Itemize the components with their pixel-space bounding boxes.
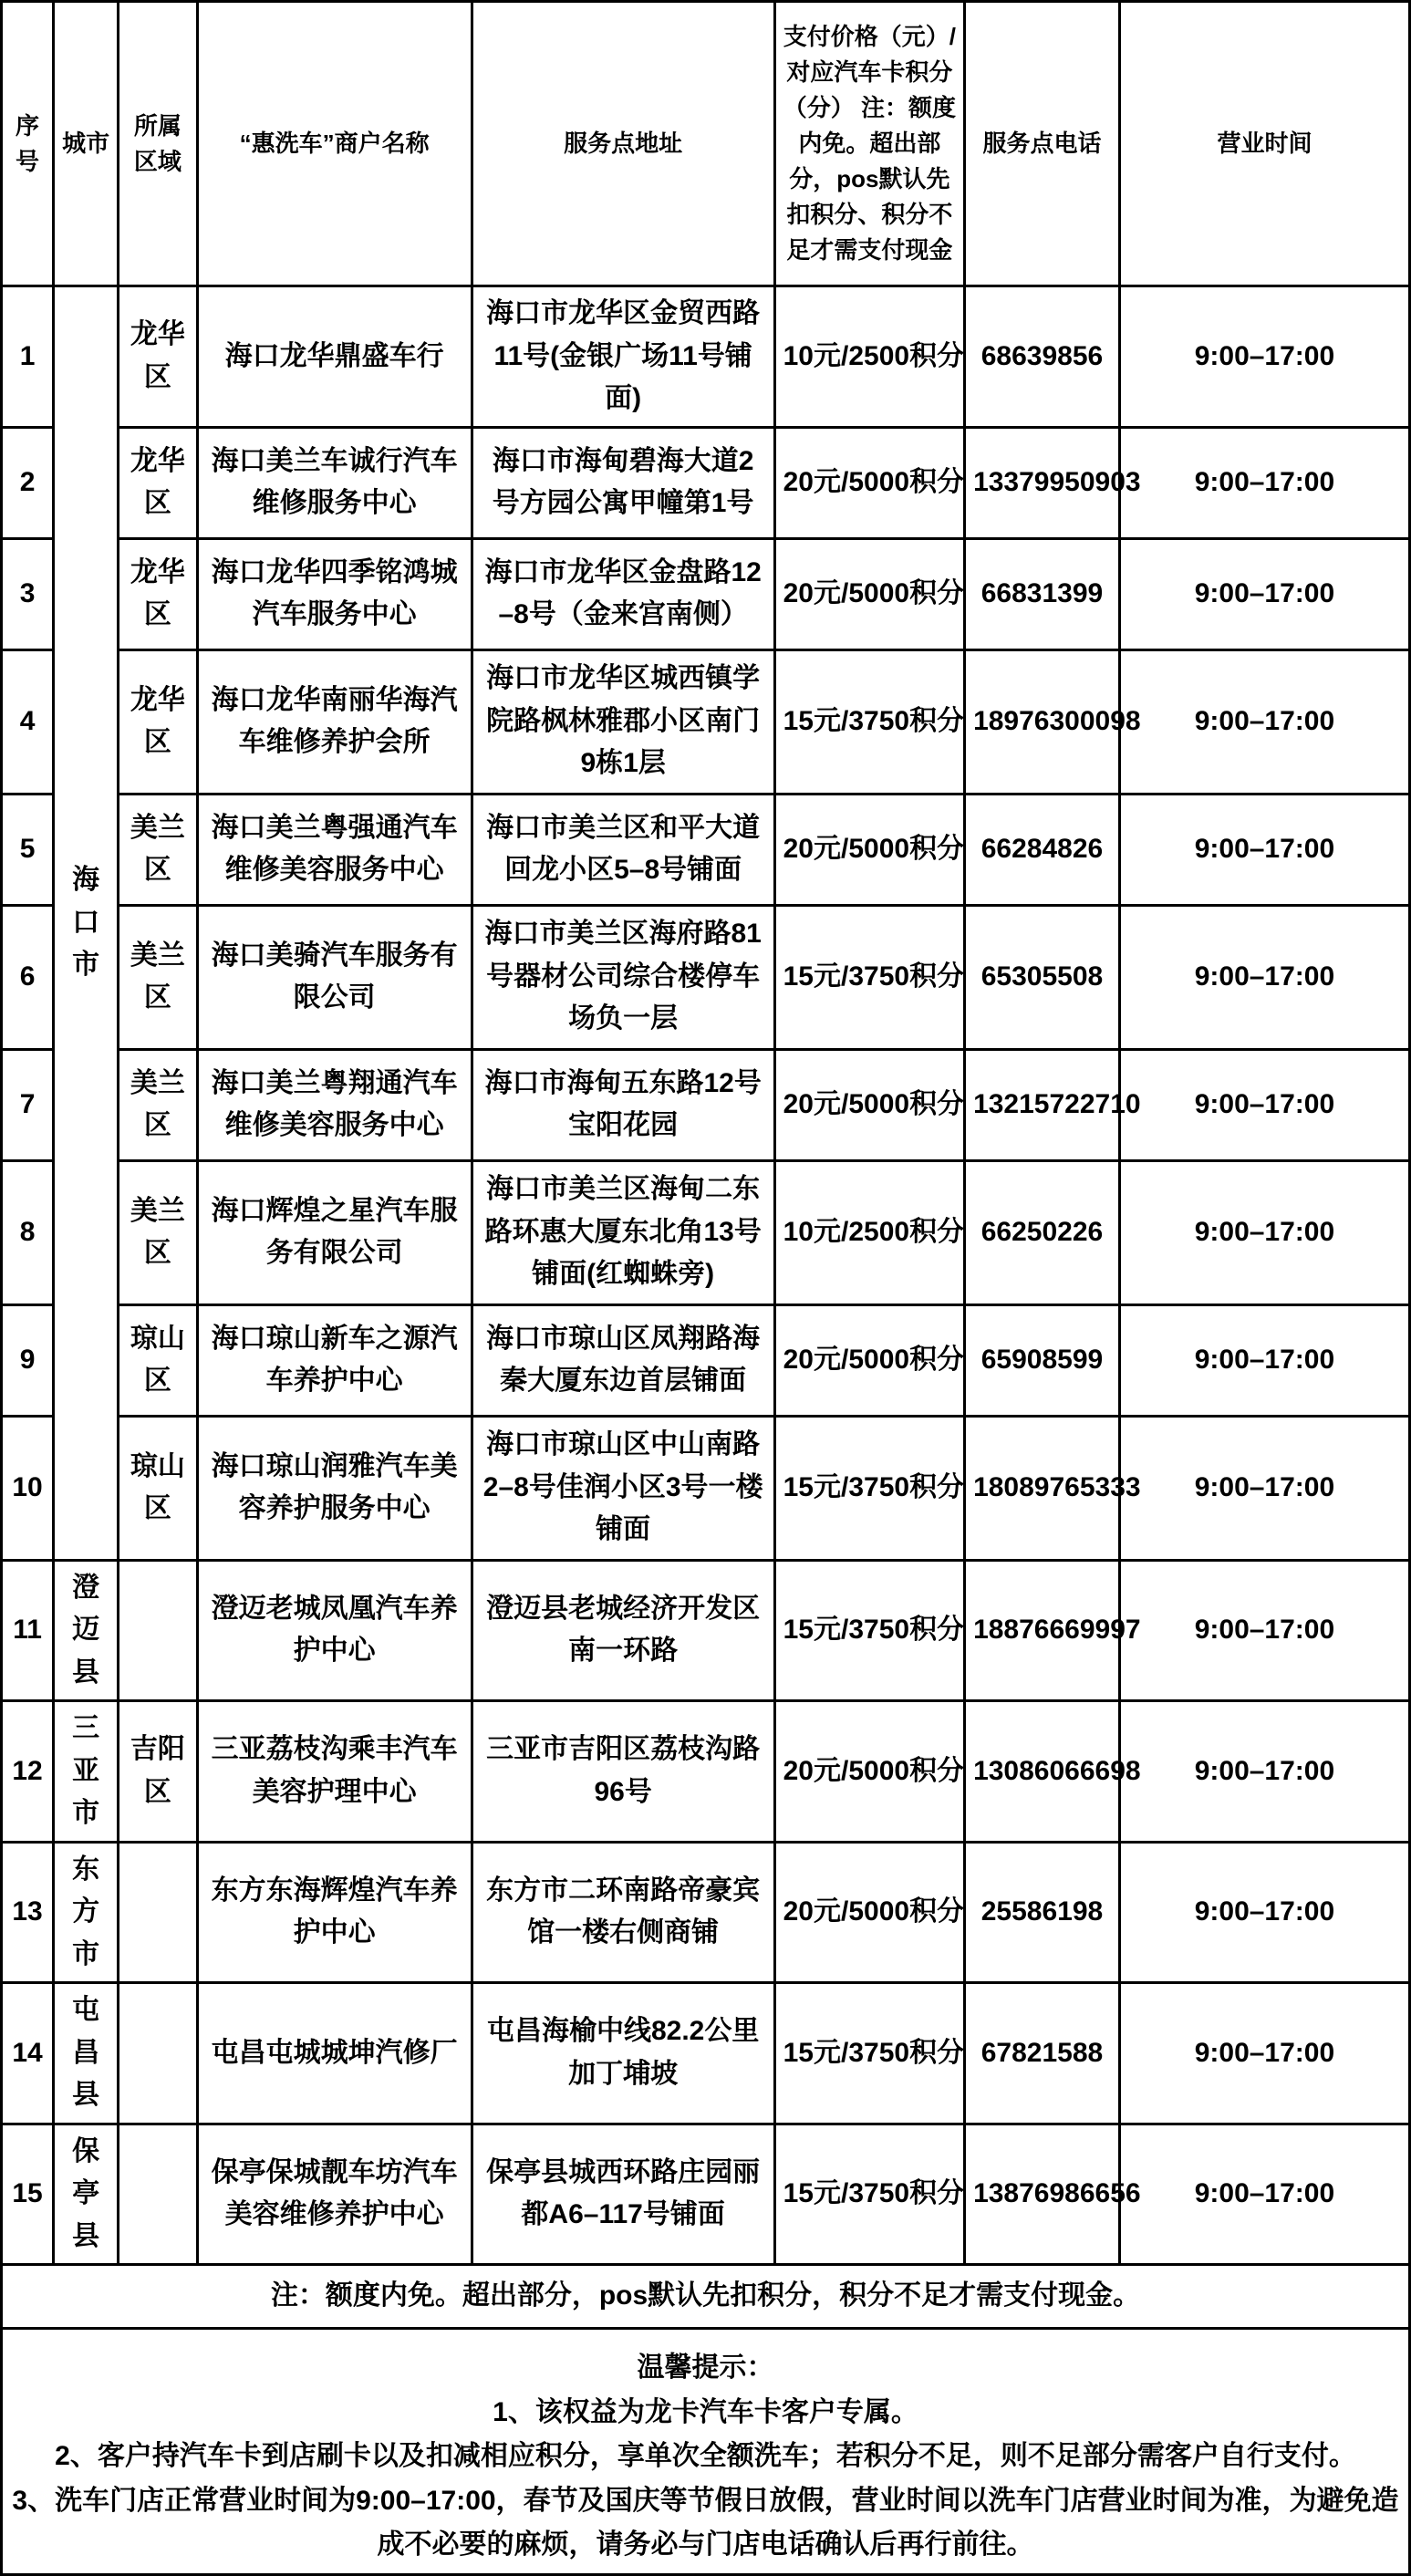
- row-no: 8: [2, 1160, 54, 1304]
- address-cell: 海口市龙华区金贸西路11号(金银广场11号铺面): [472, 286, 774, 428]
- header-phone: 服务点电话: [965, 2, 1120, 286]
- table-row: [2, 905, 1410, 1049]
- phone-cell: 65305508: [965, 905, 1120, 1049]
- phone-cell: 65908599: [965, 1304, 1120, 1416]
- merchant-cell: 东方东海辉煌汽车养护中心: [197, 1842, 472, 1983]
- header-no: 序号: [2, 2, 54, 286]
- region-cell: 美兰区: [119, 1049, 197, 1160]
- table-row: [2, 1842, 1410, 1983]
- hours-cell: 9:00–17:00: [1119, 649, 1409, 794]
- region-cell: 龙华区: [119, 649, 197, 794]
- address-cell: 海口市龙华区金盘路12–8号（金来宫南侧）: [472, 538, 774, 649]
- hours-cell: 9:00–17:00: [1119, 1983, 1409, 2124]
- region-cell: 吉阳区: [119, 1701, 197, 1843]
- merchant-cell: 海口美骑汽车服务有限公司: [197, 905, 472, 1049]
- address-cell: 海口市龙华区城西镇学院路枫林雅郡小区南门9栋1层: [472, 649, 774, 794]
- hours-cell: 9:00–17:00: [1119, 1842, 1409, 1983]
- address-cell: 海口市琼山区中山南路2–8号佳润小区3号一楼铺面: [472, 1416, 774, 1560]
- phone-cell: 13379950903: [965, 427, 1120, 538]
- address-cell: 海口市琼山区凤翔路海秦大厦东边首层铺面: [472, 1304, 774, 1416]
- table-row: [2, 1701, 1410, 1843]
- phone-cell: 18876669997: [965, 1560, 1120, 1701]
- hours-cell: 9:00–17:00: [1119, 1701, 1409, 1843]
- table-row: [2, 2124, 1410, 2265]
- tips-cell: [2, 2329, 1410, 2575]
- header-address: 服务点地址: [472, 2, 774, 286]
- region-cell: 龙华区: [119, 538, 197, 649]
- price-cell: 15元/3750积分: [774, 649, 964, 794]
- hours-cell: 9:00–17:00: [1119, 1560, 1409, 1701]
- row-no: 9: [2, 1304, 54, 1416]
- table-header-row: [2, 2, 1410, 286]
- row-no: 10: [2, 1416, 54, 1560]
- merchant-cell: 海口美兰粤强通汽车维修美容服务中心: [197, 794, 472, 905]
- price-cell: 20元/5000积分: [774, 1304, 964, 1416]
- tips-line-2: 2、客户持汽车卡到店刷卡以及扣减相应积分，享单次全额洗车；若积分不足，则不足部分需客户自行支付。: [55, 2441, 1356, 2472]
- row-no: 3: [2, 538, 54, 649]
- region-cell: 美兰区: [119, 1160, 197, 1304]
- merchant-cell: 海口美兰车诚行汽车维修服务中心: [197, 427, 472, 538]
- phone-cell: 18089765333: [965, 1416, 1120, 1560]
- header-city: 城市: [54, 2, 119, 286]
- price-cell: 20元/5000积分: [774, 794, 964, 905]
- merchant-cell: 海口美兰粤翔通汽车维修美容服务中心: [197, 1049, 472, 1160]
- region-cell: [119, 2124, 197, 2265]
- hours-cell: 9:00–17:00: [1119, 286, 1409, 428]
- table-row: [2, 538, 1410, 649]
- table-row: [2, 1049, 1410, 1160]
- merchant-cell: 三亚荔枝沟乘丰汽车美容护理中心: [197, 1701, 472, 1843]
- merchant-cell: 海口辉煌之星汽车服务有限公司: [197, 1160, 472, 1304]
- address-cell: 海口市海甸五东路12号宝阳花园: [472, 1049, 774, 1160]
- price-cell: 20元/5000积分: [774, 538, 964, 649]
- merchant-cell: 保亭保城靓车坊汽车美容维修养护中心: [197, 2124, 472, 2265]
- note-row: [2, 2265, 1410, 2329]
- price-cell: 20元/5000积分: [774, 1049, 964, 1160]
- table-row: [2, 649, 1410, 794]
- merchant-cell: 海口琼山润雅汽车美容养护服务中心: [197, 1416, 472, 1560]
- hours-cell: 9:00–17:00: [1119, 1160, 1409, 1304]
- hours-cell: 9:00–17:00: [1119, 905, 1409, 1049]
- price-cell: 15元/3750积分: [774, 905, 964, 1049]
- city-cell: 澄迈县: [54, 1560, 119, 1701]
- phone-cell: 66831399: [965, 538, 1120, 649]
- region-cell: [119, 1842, 197, 1983]
- phone-cell: 18976300098: [965, 649, 1120, 794]
- row-no: 15: [2, 2124, 54, 2265]
- table-row: [2, 794, 1410, 905]
- merchant-cell: 海口龙华南丽华海汽车维修养护会所: [197, 649, 472, 794]
- row-no: 14: [2, 1983, 54, 2124]
- price-cell: 15元/3750积分: [774, 2124, 964, 2265]
- address-cell: 屯昌海榆中线82.2公里加丁埔坡: [472, 1983, 774, 2124]
- row-no: 2: [2, 427, 54, 538]
- tips-title: 温馨提示：: [637, 2353, 774, 2383]
- hours-cell: 9:00–17:00: [1119, 1416, 1409, 1560]
- merchant-cell: 屯昌屯城城坤汽修厂: [197, 1983, 472, 2124]
- phone-cell: 66250226: [965, 1160, 1120, 1304]
- note-text: 注：额度内免。超出部分，pos默认先扣积分，积分不足才需支付现金。: [2, 2265, 1410, 2329]
- row-no: 5: [2, 794, 54, 905]
- phone-cell: 67821588: [965, 1983, 1120, 2124]
- merchant-cell: 海口琼山新车之源汽车养护中心: [197, 1304, 472, 1416]
- city-cell: 东方市: [54, 1842, 119, 1983]
- address-cell: 海口市美兰区海府路81号器材公司综合楼停车场负一层: [472, 905, 774, 1049]
- table-row: [2, 286, 1410, 428]
- merchant-cell: 海口龙华鼎盛车行: [197, 286, 472, 428]
- row-no: 7: [2, 1049, 54, 1160]
- hours-cell: 9:00–17:00: [1119, 538, 1409, 649]
- row-no: 12: [2, 1701, 54, 1843]
- address-cell: 澄迈县老城经济开发区南一环路: [472, 1560, 774, 1701]
- city-cell: 保亭县: [54, 2124, 119, 2265]
- region-cell: 美兰区: [119, 794, 197, 905]
- hours-cell: 9:00–17:00: [1119, 1304, 1409, 1416]
- region-cell: 龙华区: [119, 286, 197, 428]
- region-cell: [119, 1983, 197, 2124]
- tips-line-1: 1、该权益为龙卡汽车卡客户专属。: [493, 2396, 918, 2427]
- header-price-note: 支付价格（元）/对应汽车卡积分 （分） 注：额度内免。超出部分，pos默认先扣积分、积分不足才需支付现金: [774, 2, 964, 286]
- row-no: 13: [2, 1842, 54, 1983]
- table-row: [2, 1304, 1410, 1416]
- region-cell: 美兰区: [119, 905, 197, 1049]
- header-hours: 营业时间: [1119, 2, 1409, 286]
- hours-cell: 9:00–17:00: [1119, 427, 1409, 538]
- price-cell: 20元/5000积分: [774, 427, 964, 538]
- city-cell-haikou: 海口市: [54, 286, 119, 1561]
- hours-cell: 9:00–17:00: [1119, 1049, 1409, 1160]
- address-cell: 东方市二环南路帝豪宾馆一楼右侧商铺: [472, 1842, 774, 1983]
- city-cell: 屯昌县: [54, 1983, 119, 2124]
- address-cell: 保亭县城西环路庄园丽都A6–117号铺面: [472, 2124, 774, 2265]
- hours-cell: 9:00–17:00: [1119, 794, 1409, 905]
- table-row: [2, 427, 1410, 538]
- address-cell: 海口市美兰区和平大道回龙小区5–8号铺面: [472, 794, 774, 905]
- header-merchant: “惠洗车”商户名称: [197, 2, 472, 286]
- address-cell: 海口市美兰区海甸二东路环惠大厦东北角13号铺面(红蜘蛛旁): [472, 1160, 774, 1304]
- phone-cell: 13215722710: [965, 1049, 1120, 1160]
- city-cell: 三亚市: [54, 1701, 119, 1843]
- price-cell: 10元/2500积分: [774, 1160, 964, 1304]
- merchant-cell: 澄迈老城凤凰汽车养护中心: [197, 1560, 472, 1701]
- row-no: 4: [2, 649, 54, 794]
- tips-line-3: 3、洗车门店正常营业时间为9:00–17:00，春节及国庆等节假日放假，营业时间以洗车门店营业时间为准，为避免造成不必要的麻烦，请务必与门店电话确认后再行前往。: [12, 2485, 1399, 2560]
- price-cell: 15元/3750积分: [774, 1983, 964, 2124]
- region-cell: [119, 1560, 197, 1701]
- table-row: [2, 1560, 1410, 1701]
- header-region: 所属区域: [119, 2, 197, 286]
- address-cell: 三亚市吉阳区荔枝沟路96号: [472, 1701, 774, 1843]
- price-cell: 20元/5000积分: [774, 1701, 964, 1843]
- region-cell: 琼山区: [119, 1416, 197, 1560]
- phone-cell: 68639856: [965, 286, 1120, 428]
- hours-cell: 9:00–17:00: [1119, 2124, 1409, 2265]
- phone-cell: 25586198: [965, 1842, 1120, 1983]
- region-cell: 龙华区: [119, 427, 197, 538]
- row-no: 11: [2, 1560, 54, 1701]
- region-cell: 琼山区: [119, 1304, 197, 1416]
- table-row: [2, 1416, 1410, 1560]
- table-row: [2, 1983, 1410, 2124]
- row-no: 1: [2, 286, 54, 428]
- tips-row: [2, 2329, 1410, 2575]
- merchant-cell: 海口龙华四季铭鸿城汽车服务中心: [197, 538, 472, 649]
- table-row: [2, 1160, 1410, 1304]
- price-cell: 15元/3750积分: [774, 1560, 964, 1701]
- price-cell: 20元/5000积分: [774, 1842, 964, 1983]
- phone-cell: 13086066698: [965, 1701, 1120, 1843]
- price-cell: 10元/2500积分: [774, 286, 964, 428]
- phone-cell: 13876986656: [965, 2124, 1120, 2265]
- phone-cell: 66284826: [965, 794, 1120, 905]
- address-cell: 海口市海甸碧海大道2号方园公寓甲幢第1号: [472, 427, 774, 538]
- row-no: 6: [2, 905, 54, 1049]
- price-cell: 15元/3750积分: [774, 1416, 964, 1560]
